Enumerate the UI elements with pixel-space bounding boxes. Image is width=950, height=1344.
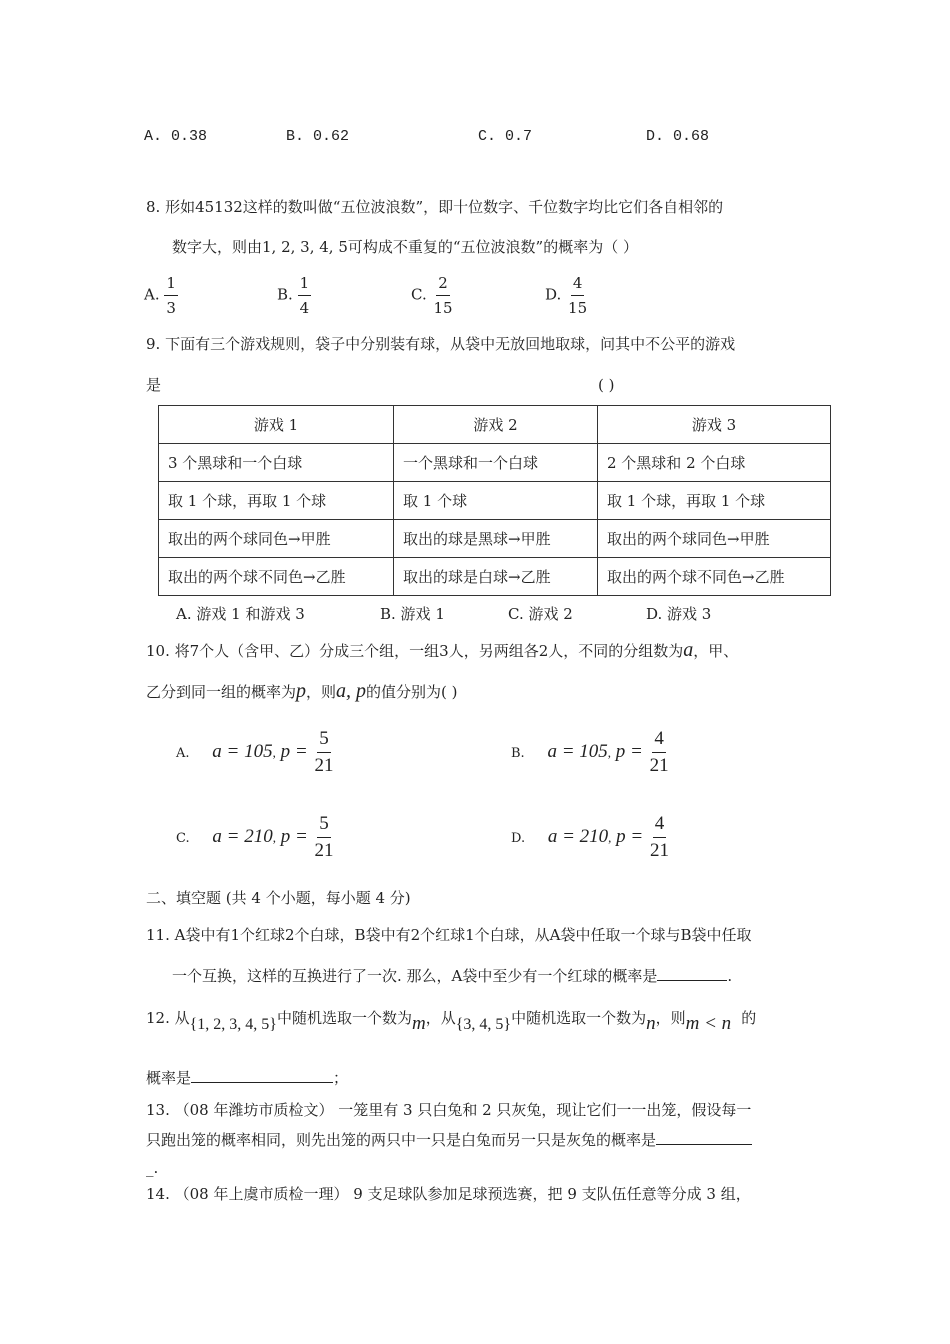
q9-option-a: A. 游戏 1 和游戏 3: [176, 605, 305, 623]
q10-option-a-p: p =: [280, 741, 308, 762]
denominator: 3: [166, 299, 176, 317]
q9-option-d: D. 游戏 3: [646, 605, 712, 623]
q10-line-2-text: 乙分到同一组的概率为: [146, 683, 297, 701]
q12-var-n: n: [646, 1013, 656, 1034]
q7-option-c: C. 0.7: [478, 128, 533, 145]
q12-line-2-end: ；: [333, 1069, 349, 1087]
q12-text-3: 中随机选取一个数为: [511, 1009, 647, 1027]
q12-var-m: m: [412, 1013, 426, 1034]
q10-line-1-tail: ，甲、: [693, 642, 739, 660]
numerator: 4: [653, 813, 667, 838]
numerator: 5: [317, 813, 331, 838]
q10-option-d-fraction: [648, 813, 671, 862]
games-table: [158, 405, 831, 596]
q10-option-b-a: a = 105: [547, 741, 608, 762]
q8-option-d: [545, 272, 589, 319]
table-cell: 取出的球是白球→乙胜: [394, 558, 598, 596]
q8-option-c-fraction: [432, 272, 455, 319]
q9-answer-paren: ( ): [598, 376, 615, 394]
q12-line-2: [146, 1068, 348, 1088]
table-cell: 3 个黑球和一个白球: [159, 444, 394, 482]
denominator: 4: [299, 299, 310, 317]
q10-option-d-label: D.: [511, 831, 526, 846]
q8-option-a-label: A.: [144, 285, 160, 304]
table-header-row: [159, 406, 831, 444]
q10-option-b-label: B.: [511, 746, 525, 761]
table-cell: 2 个黑球和 2 个白球: [598, 444, 831, 482]
q7-option-b: B. 0.62: [286, 128, 350, 145]
q7-option-a: A. 0.38: [144, 128, 208, 145]
q12-text-2: ，从: [425, 1009, 456, 1027]
table-cell: 取出的两个球同色→甲胜: [159, 520, 394, 558]
q14-line-1: 14. （08 年上虞市质检一理） 9 支足球队参加足球预选赛，把 9 支队伍任意等分成 3 组，: [146, 1185, 751, 1203]
table-cell: 一个黑球和一个白球: [394, 444, 598, 482]
q10-option-b-p: p =: [615, 741, 643, 762]
q10-line-2-mid: ，则: [306, 683, 337, 701]
q12-line-2-text: 概率是: [146, 1069, 192, 1087]
numerator: 5: [317, 728, 331, 753]
q9-line-2: 是: [146, 376, 162, 394]
q9-option-c: C. 游戏 2: [508, 605, 573, 623]
table-header-cell: 游戏 1: [159, 406, 394, 444]
table-row: [159, 444, 831, 482]
q10-line-1: [146, 638, 738, 663]
q10-var-p: p: [296, 680, 307, 702]
q9-line-1: 9. 下面有三个游戏规则，袋子中分别装有球，从袋中无放回地取球，问其中不公平的游戏: [146, 335, 736, 353]
table-cell: 取 1 个球: [394, 482, 598, 520]
q8-option-c-label: C.: [411, 285, 427, 304]
q9-option-b: B. 游戏 1: [380, 605, 445, 623]
q10-option-d-a: a = 210: [547, 826, 609, 847]
q10-option-c-fraction: [313, 813, 336, 862]
q12-set-2: {3, 4, 5}: [455, 1016, 512, 1033]
q11-line-1: 11. A袋中有1个红球2个白球，B袋中有2个红球1个白球，从A袋中任取一个球与B袋中任取: [146, 926, 752, 944]
q10-option-b-fraction: [648, 728, 671, 777]
table-row: [159, 482, 831, 520]
q10-line-1-text: 10. 将7个人（含甲、乙）分成三个组，一组3人，另两组各2人，不同的分组数为: [146, 642, 684, 660]
q13-line-2-text: 只跑出笼的概率相同，则先出笼的两只中一只是白兔而另一只是灰兔的概率是: [146, 1131, 657, 1149]
q8-option-d-fraction: [566, 272, 589, 319]
q11-line-2-text: 一个互换，这样的互换进行了一次. 那么，A袋中至少有一个红球的概率是: [172, 967, 658, 985]
q12-text-1: 中随机选取一个数为: [276, 1009, 412, 1027]
denominator: 15: [433, 299, 453, 317]
q12-text-4: ，则: [655, 1009, 686, 1027]
q10-option-a: A. a = 105, p = $\frac{5}{21}$: [176, 728, 334, 777]
q10-option-a-fraction: [312, 728, 335, 777]
q8-option-b-label: B.: [277, 285, 293, 304]
q7-option-d: D. 0.68: [646, 128, 710, 145]
q10-option-c-a: a = 210: [212, 826, 273, 847]
q8-option-b-fraction: [298, 272, 312, 319]
q12-inequality: m < n: [685, 1013, 732, 1034]
numerator: 4: [652, 728, 666, 753]
q10-option-c: C. a = 210, p = $\frac{5}{21}$: [176, 813, 334, 862]
table-cell: 取出的两个球不同色→乙胜: [598, 558, 831, 596]
q10-option-b: B. a = 105, p = $\frac{4}{21}$: [511, 728, 669, 777]
table-cell: 取出的两个球同色→甲胜: [598, 520, 831, 558]
q11-line-2: [172, 966, 732, 986]
table-cell: 取 1 个球，再取 1 个球: [598, 482, 831, 520]
q8-option-d-label: D.: [545, 285, 562, 304]
q10-option-a-a: a = 105: [212, 741, 273, 762]
table-cell: 取 1 个球，再取 1 个球: [159, 482, 394, 520]
q12-set-1: {1, 2, 3, 4, 5}: [189, 1016, 277, 1033]
table-row: [159, 558, 831, 596]
q8-option-b: [277, 272, 311, 319]
numerator: 4: [571, 272, 585, 296]
numerator: 1: [164, 272, 178, 296]
q8-option-a-fraction: [164, 272, 178, 319]
q10-option-c-p: p =: [280, 826, 308, 847]
section-heading: 二、填空题 (共 4 个小题，每小题 4 分): [146, 889, 411, 907]
q11-line-2-tail: .: [727, 967, 733, 985]
q12-line-1: [146, 1000, 756, 1037]
denominator: 15: [568, 299, 588, 317]
q12-tail: 的: [741, 1009, 757, 1027]
q10-option-a-label: A.: [176, 746, 190, 761]
table-header-cell: 游戏 3: [598, 406, 831, 444]
q8-line-1: 8. 形如45132这样的数叫做“五位波浪数”，即十位数字、千位数字均比它们各自相邻的: [146, 198, 724, 216]
q13-line-1: 13. （08 年潍坊市质检文） 一笼里有 3 只白兔和 2 只灰兔，现让它们一一出笼，假设每一: [146, 1101, 752, 1119]
q10-line-2-tail: 的值分别为( ): [366, 683, 458, 701]
q11-answer-blank[interactable]: [657, 966, 727, 981]
denominator: 21: [649, 755, 669, 777]
q8-option-c: [411, 272, 455, 319]
table-header-cell: 游戏 2: [394, 406, 598, 444]
q10-var-a: a: [683, 639, 694, 661]
q13-line-3: _.: [146, 1159, 159, 1177]
q8-line-2: 数字大，则由1, 2, 3, 4, 5可构成不重复的“五位波浪数”的概率为（ ）: [172, 238, 638, 256]
q12-answer-blank[interactable]: [191, 1068, 333, 1083]
q12-prefix: 12. 从: [146, 1009, 190, 1027]
q10-vars-ap: a, p: [336, 680, 367, 702]
q10-line-2: [146, 679, 458, 704]
q10-option-d-p: p =: [616, 826, 644, 847]
q10-option-d: D. a = 210, p = $\frac{4}{21}$: [511, 813, 669, 862]
q10-option-c-label: C.: [176, 831, 190, 846]
table-row: [159, 520, 831, 558]
q13-answer-blank[interactable]: [656, 1130, 752, 1145]
table-cell: 取出的球是黑球→甲胜: [394, 520, 598, 558]
denominator: 21: [650, 840, 669, 862]
numerator: 1: [298, 272, 312, 296]
numerator: 2: [436, 272, 450, 296]
table-cell: 取出的两个球不同色→乙胜: [159, 558, 394, 596]
denominator: 21: [314, 840, 334, 862]
q13-line-2: [146, 1130, 752, 1150]
denominator: 21: [314, 755, 334, 777]
q8-option-a: [144, 272, 178, 319]
